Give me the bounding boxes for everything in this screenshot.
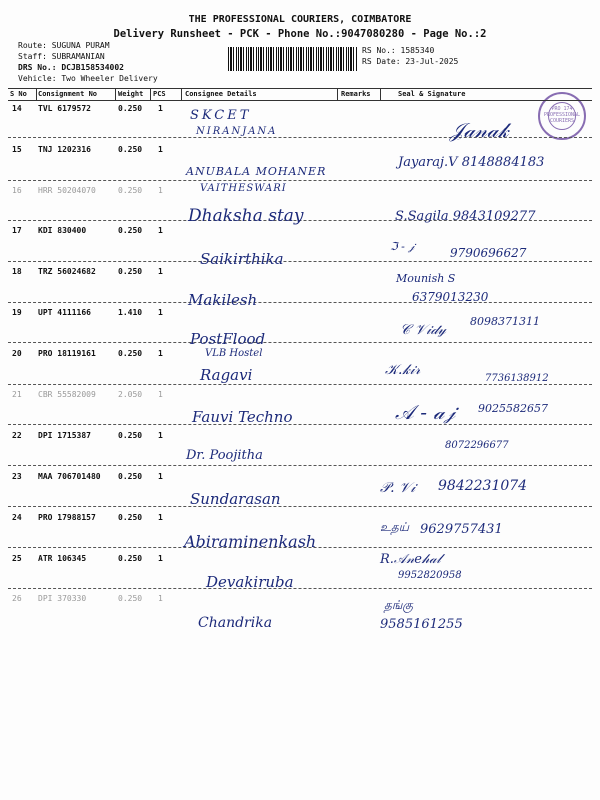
runsheet-subtitle: Delivery Runsheet - PCK - Phone No.:9047080280 - Page No.:2 [113, 28, 487, 40]
signature-scribble: 𝒥𝒶𝓃𝒶𝓀 [450, 118, 509, 142]
signature-scribble: ℑ - 𝒿 [390, 240, 415, 253]
row-pcs: 1 [158, 308, 163, 317]
handwritten-name: Abiraminenkash [184, 532, 317, 551]
row-pcs: 1 [158, 431, 163, 440]
handwritten-name: Makilesh [188, 291, 258, 309]
signature: 9790696627 [450, 246, 527, 260]
row-weight: 1.410 [118, 308, 143, 317]
row-pcs: 1 [158, 594, 163, 603]
row-weight: 0.250 [118, 513, 143, 522]
rs-number-line: RS No.: 1585340 [362, 46, 435, 55]
signature: 9025582657 [478, 402, 548, 415]
signature-scribble: 𝒦.𝓀𝒾𝓇 [385, 362, 421, 378]
handwritten-name: Ragavi [200, 366, 253, 384]
row-sno: 23 [12, 472, 22, 481]
row-pcs: 1 [158, 513, 163, 522]
row-sno: 22 [12, 431, 22, 440]
row-weight: 0.250 [118, 349, 143, 358]
row-pcs: 1 [158, 186, 163, 195]
handwritten-name: SKCET [190, 108, 252, 123]
row-consignment: DPI 1715387 [38, 431, 91, 440]
rs-number: 1585340 [400, 46, 435, 55]
row-weight: 2.050 [118, 390, 143, 399]
header-bottom-rule [8, 100, 592, 101]
row-consignment: TVL 6179572 [38, 104, 91, 113]
row-weight: 0.250 [118, 186, 143, 195]
signature-scribble: 𝑅.𝒜𝓃𝑒𝒽𝒶𝓁 [380, 552, 441, 567]
handwritten-name: Saikirthika [200, 250, 284, 268]
handwritten-name: ANUBALA MOHANER [186, 165, 327, 178]
signature: 9585161255 [380, 617, 463, 632]
row-sno: 26 [12, 594, 22, 603]
row-pcs: 1 [158, 554, 163, 563]
row-consignment: DPI 370330 [38, 594, 87, 603]
row-consignment: PRO 17988157 [38, 513, 96, 522]
row-consignment: MAA 706701480 [38, 472, 101, 481]
row-pcs: 1 [158, 349, 163, 358]
signature: 8072296677 [445, 440, 509, 451]
col-consignee: Consignee Details [185, 90, 257, 98]
seal-stamp: PRO 174 PROFESSIONAL COURIERS [538, 92, 586, 140]
handwritten-name: Sundarasan [190, 490, 281, 508]
signature-scribble: 𝒫. 𝒱𝒾 [380, 480, 416, 496]
row-consignment: ATR 106345 [38, 554, 87, 563]
row-consignment: CBR 55582009 [38, 390, 96, 399]
col-pcs: PCS [153, 90, 166, 98]
row-consignment: UPT 4111166 [38, 308, 91, 317]
row-weight: 0.250 [118, 594, 143, 603]
row-weight: 0.250 [118, 145, 143, 154]
row-pcs: 1 [158, 104, 163, 113]
handwritten-name: PostFlood [190, 330, 266, 348]
handwritten-name: Chandrika [198, 615, 273, 631]
row-sno: 21 [12, 390, 22, 399]
row-consignment: TNJ 1202316 [38, 145, 91, 154]
rs-date: 23-Jul-2025 [405, 57, 459, 66]
row-sno: 25 [12, 554, 22, 563]
row-sno: 14 [12, 104, 22, 113]
handwritten-name: VAITHESWARI [200, 183, 287, 194]
row-consignment: KDI 830400 [38, 226, 87, 235]
row-pcs: 1 [158, 226, 163, 235]
row-sno: 18 [12, 267, 22, 276]
handwritten-name: Fauvi Techno [192, 408, 293, 426]
drs-value: DCJB158534002 [61, 63, 124, 72]
row-sno: 19 [12, 308, 22, 317]
vehicle-value: Two Wheeler Delivery [61, 74, 158, 83]
handwritten-name: Devakiruba [206, 573, 294, 591]
company-title: THE PROFESSIONAL COURIERS, COIMBATORE [188, 14, 412, 25]
signature: 9629757431 [420, 522, 503, 537]
signature-scribble: தங்கு [384, 598, 413, 612]
row-weight: 0.250 [118, 472, 143, 481]
row-pcs: 1 [158, 145, 163, 154]
col-remarks: Remarks [341, 90, 371, 98]
row-sno: 20 [12, 349, 22, 358]
signature: 9952820958 [398, 570, 462, 581]
col-seal: Seal & Signature [398, 90, 466, 98]
row-consignment: HRR 50204070 [38, 186, 96, 195]
signature-scribble: 𝒞 𝒱𝒾𝒹𝓎 [400, 322, 447, 338]
row-weight: 0.250 [118, 226, 143, 235]
handwritten-name: VLB Hostel [205, 348, 263, 359]
signature: 9842231074 [438, 478, 528, 494]
row-weight: 0.250 [118, 104, 143, 113]
row-sno: 15 [12, 145, 22, 154]
row-pcs: 1 [158, 472, 163, 481]
row-sno: 16 [12, 186, 22, 195]
handwritten-name: NIRANJANA [196, 126, 278, 137]
row-pcs: 1 [158, 267, 163, 276]
signature-scribble: உதய் [380, 520, 409, 534]
barcode [228, 47, 358, 71]
signature: S.Sagila 9843109277 [395, 209, 536, 224]
route-line: Route: SUGUNA PURAM [18, 41, 110, 50]
row-weight: 0.250 [118, 431, 143, 440]
signature-scribble: 𝒜 - 𝒶𝒿 [395, 400, 456, 424]
signature: 7736138912 [485, 373, 549, 384]
staff-value: SUBRAMANIAN [51, 52, 105, 61]
row-sno: 17 [12, 226, 22, 235]
col-sno: S No [10, 90, 27, 98]
row-weight: 0.250 [118, 554, 143, 563]
signature: 6379013230 [412, 290, 489, 304]
route-value: SUGUNA PURAM [51, 41, 110, 50]
col-consignment: Consignment No [38, 90, 98, 98]
vehicle-line: Vehicle: Two Wheeler Delivery [18, 74, 158, 83]
row-consignment: TRZ 56024682 [38, 267, 96, 276]
drs-line: DRS No.: DCJB158534002 [18, 63, 124, 72]
col-weight: Weight [118, 90, 144, 98]
signature: 8098371311 [470, 315, 540, 328]
rs-date-line: RS Date: 23-Jul-2025 [362, 57, 459, 66]
handwritten-name: Dr. Poojitha [186, 448, 263, 463]
signature: Mounish S [396, 272, 456, 285]
row-weight: 0.250 [118, 267, 143, 276]
row-pcs: 1 [158, 390, 163, 399]
handwritten-name: Dhaksha stay [188, 206, 304, 226]
row-sno: 24 [12, 513, 22, 522]
staff-line: Staff: SUBRAMANIAN [18, 52, 105, 61]
row-consignment: PRO 18119161 [38, 349, 96, 358]
header-top-rule [8, 88, 592, 89]
signature: Jayaraj.V 8148884183 [398, 155, 545, 170]
